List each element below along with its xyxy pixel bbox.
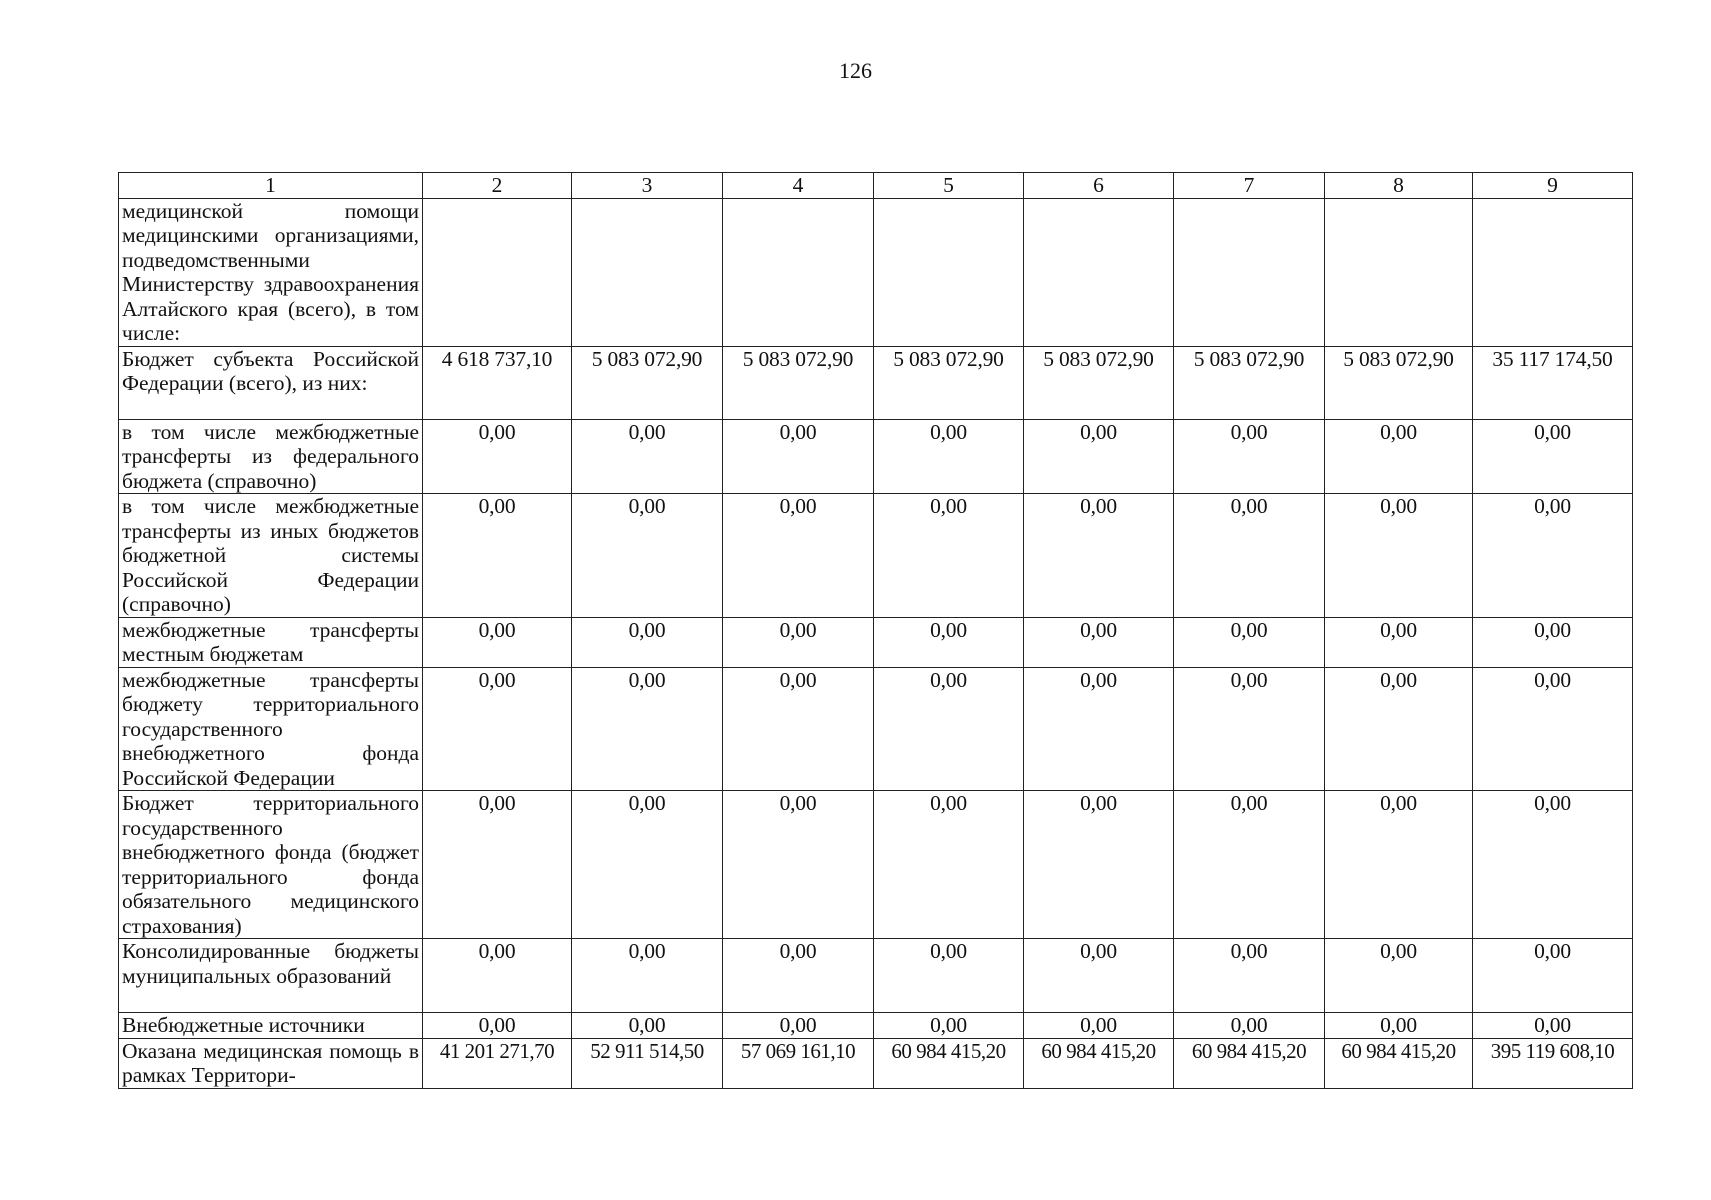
table-cell (1024, 198, 1174, 346)
table-cell: 0,00 (874, 791, 1024, 939)
table-cell: 0,00 (1473, 791, 1633, 939)
header-row (119, 173, 1633, 199)
table-cell: 0,00 (1325, 1013, 1473, 1039)
table-cell: 52 911 514,50 (572, 1038, 723, 1088)
table-cell (1174, 198, 1325, 346)
row-label: в том числе межбюджетные трансферты из федерального бюджета (справочно) (119, 419, 423, 494)
table-cell: 41 201 271,70 (423, 1038, 572, 1088)
table-cell: 0,00 (572, 617, 723, 667)
table-cell: 395 119 608,10 (1473, 1038, 1633, 1088)
table-cell (1325, 198, 1473, 346)
table-cell: 60 984 415,20 (1174, 1038, 1325, 1088)
table-cell: 0,00 (874, 494, 1024, 618)
table-cell: 0,00 (1473, 494, 1633, 618)
table-cell: 57 069 161,10 (723, 1038, 874, 1088)
row-label: межбюджетные трансферты местным бюджетам (119, 617, 423, 667)
table-cell: 4 618 737,10 (423, 346, 572, 419)
table-cell: 0,00 (423, 1013, 572, 1039)
table-cell: 0,00 (1473, 667, 1633, 791)
table-row (119, 494, 1633, 618)
column-header: 1 (119, 173, 423, 199)
row-label: Оказана медицинская помощь в рамках Территори- (119, 1038, 423, 1088)
table-cell: 0,00 (723, 791, 874, 939)
table-cell: 5 083 072,90 (874, 346, 1024, 419)
table-cell: 0,00 (874, 939, 1024, 1013)
table-cell: 0,00 (723, 1013, 874, 1039)
row-label: межбюджетные трансферты бюджету территориального государственного внебюджетного фонда Российской Федерации (119, 667, 423, 791)
table-cell (874, 198, 1024, 346)
table-cell: 5 083 072,90 (723, 346, 874, 419)
table-row (119, 667, 1633, 791)
row-label: Внебюджетные источники (119, 1013, 423, 1039)
table-cell: 0,00 (423, 791, 572, 939)
table-row (119, 939, 1633, 1013)
table-cell: 0,00 (723, 494, 874, 618)
table-cell: 0,00 (1473, 419, 1633, 494)
row-label: Бюджет субъекта Российской Федерации (всего), из них: (119, 346, 423, 419)
table-cell: 0,00 (572, 667, 723, 791)
table-cell: 0,00 (1325, 939, 1473, 1013)
table-row (119, 617, 1633, 667)
table-cell: 0,00 (1024, 494, 1174, 618)
table-cell: 0,00 (1024, 617, 1174, 667)
table-cell: 0,00 (572, 939, 723, 1013)
table-cell (1473, 198, 1633, 346)
table-cell: 5 083 072,90 (1174, 346, 1325, 419)
column-header: 5 (874, 173, 1024, 199)
table-row (119, 419, 1633, 494)
table-cell: 0,00 (1325, 667, 1473, 791)
table-cell: 0,00 (723, 667, 874, 791)
table-cell: 60 984 415,20 (874, 1038, 1024, 1088)
table-cell: 5 083 072,90 (1024, 346, 1174, 419)
table-row (119, 791, 1633, 939)
table-cell: 0,00 (423, 617, 572, 667)
column-header: 7 (1174, 173, 1325, 199)
table-cell (723, 198, 874, 346)
table-cell: 0,00 (874, 1013, 1024, 1039)
table-cell: 0,00 (1024, 667, 1174, 791)
column-header: 9 (1473, 173, 1633, 199)
table-cell: 0,00 (1473, 1013, 1633, 1039)
table-row (119, 346, 1633, 419)
column-header: 3 (572, 173, 723, 199)
row-label: медицинской помощи медицинскими организациями, подведомственными Министерству здравоохранения Алтайского края (всего), в том числе: (119, 198, 423, 346)
table-cell: 0,00 (423, 667, 572, 791)
table-cell: 0,00 (1174, 791, 1325, 939)
table-cell: 0,00 (1325, 494, 1473, 618)
table-row (119, 198, 1633, 346)
table-cell: 0,00 (1174, 494, 1325, 618)
table-cell: 0,00 (423, 939, 572, 1013)
table-cell: 5 083 072,90 (1325, 346, 1473, 419)
table-cell: 0,00 (1174, 1013, 1325, 1039)
column-header: 8 (1325, 173, 1473, 199)
budget-table (118, 172, 1633, 1089)
column-header: 6 (1024, 173, 1174, 199)
table-cell: 0,00 (1325, 791, 1473, 939)
table-cell: 5 083 072,90 (572, 346, 723, 419)
table-cell: 0,00 (1024, 791, 1174, 939)
table-row (119, 1038, 1633, 1088)
table-cell: 0,00 (1174, 667, 1325, 791)
table-cell: 0,00 (1473, 939, 1633, 1013)
table-cell: 0,00 (572, 1013, 723, 1039)
table-cell: 0,00 (423, 494, 572, 618)
table-cell: 0,00 (874, 419, 1024, 494)
table-cell: 0,00 (1325, 617, 1473, 667)
table-cell: 0,00 (1473, 617, 1633, 667)
table-cell: 0,00 (723, 939, 874, 1013)
table-cell: 0,00 (1024, 939, 1174, 1013)
row-label: в том числе межбюджетные трансферты из иных бюджетов бюджетной системы Российской Федерации (справочно) (119, 494, 423, 618)
table-cell: 0,00 (1024, 419, 1174, 494)
table-cell: 60 984 415,20 (1024, 1038, 1174, 1088)
page-number: 126 (839, 58, 872, 83)
table-cell: 35 117 174,50 (1473, 346, 1633, 419)
table-cell: 0,00 (1174, 617, 1325, 667)
table-cell: 0,00 (572, 494, 723, 618)
table-cell: 0,00 (1174, 419, 1325, 494)
table-cell: 0,00 (1024, 1013, 1174, 1039)
column-header: 2 (423, 173, 572, 199)
table-cell (423, 198, 572, 346)
table-cell: 0,00 (874, 617, 1024, 667)
table-cell: 0,00 (874, 667, 1024, 791)
table-cell: 0,00 (423, 419, 572, 494)
table-cell: 0,00 (572, 791, 723, 939)
table-cell (572, 198, 723, 346)
table-cell: 0,00 (572, 419, 723, 494)
table-cell: 0,00 (723, 419, 874, 494)
column-header: 4 (723, 173, 874, 199)
table-cell: 0,00 (723, 617, 874, 667)
table-cell: 0,00 (1325, 419, 1473, 494)
table-cell: 60 984 415,20 (1325, 1038, 1473, 1088)
table-cell: 0,00 (1174, 939, 1325, 1013)
row-label: Консолидированные бюджеты муниципальных образований (119, 939, 423, 1013)
table-row (119, 1013, 1633, 1039)
row-label: Бюджет территориального государственного внебюджетного фонда (бюджет территориального фонда обязательного медицинского страхования) (119, 791, 423, 939)
